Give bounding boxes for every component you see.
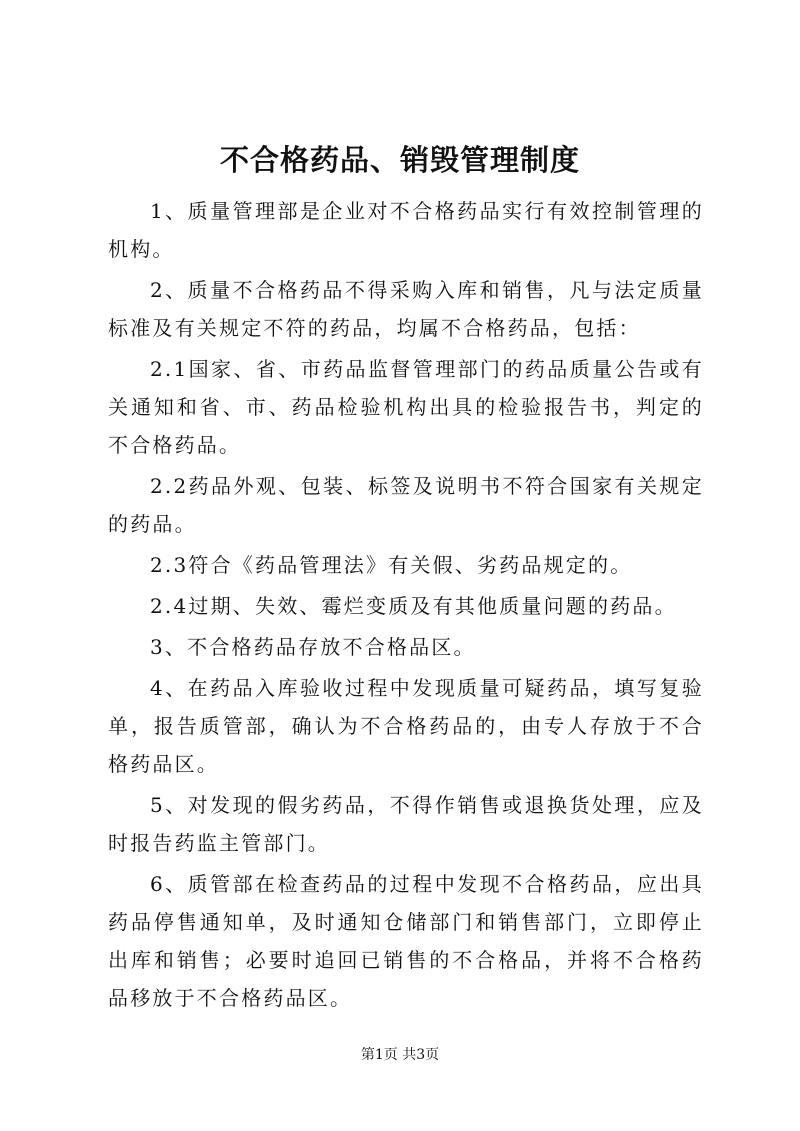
paragraph-3: 3、不合格药品存放不合格品区。 (150, 635, 476, 659)
paragraph-2-2: 2.2药品外观、包装、标签及说明书不符合国家有关规定的药品。 (108, 474, 704, 536)
paragraph-2-4: 2.4过期、失效、霉烂变质及有其他质量问题的药品。 (150, 594, 677, 618)
paragraph-4: 4、在药品入库验收过程中发现质量可疑药品，填写复验单，报告质管部，确认为不合格药品的，由专人存放于不合格药品区。 (108, 676, 704, 776)
paragraph-1: 1、质量管理部是企业对不合格药品实行有效控制管理的机构。 (108, 199, 704, 261)
page-number-footer: 第1页 共3页 (360, 1047, 440, 1063)
paragraph-2: 2、质量不合格药品不得采购入库和销售，凡与法定质量标准及有关规定不符的药品，均属不合格药品，包括： (108, 278, 704, 340)
paragraph-5: 5、对发现的假劣药品，不得作销售或退换货处理，应及时报告药监主管部门。 (108, 793, 704, 855)
document-body (108, 192, 704, 1020)
paragraph-6: 6、质管部在检查药品的过程中发现不合格药品，应出具药品停售通知单，及时通知仓储部门和销售部门，立即停止出库和销售；必要时追回已销售的不合格品，并将不合格药品移放于不合格药品区。 (108, 872, 704, 1010)
paragraph-2-1: 2.1国家、省、市药品监督管理部门的药品质量公告或有关通知和省、市、药品检验机构出具的检验报告书，判定的不合格药品。 (108, 357, 704, 457)
document-title: 不合格药品、销毁管理制度 (219, 143, 580, 177)
paragraph-2-3: 2.3符合《药品管理法》有关假、劣药品规定的。 (150, 553, 633, 577)
